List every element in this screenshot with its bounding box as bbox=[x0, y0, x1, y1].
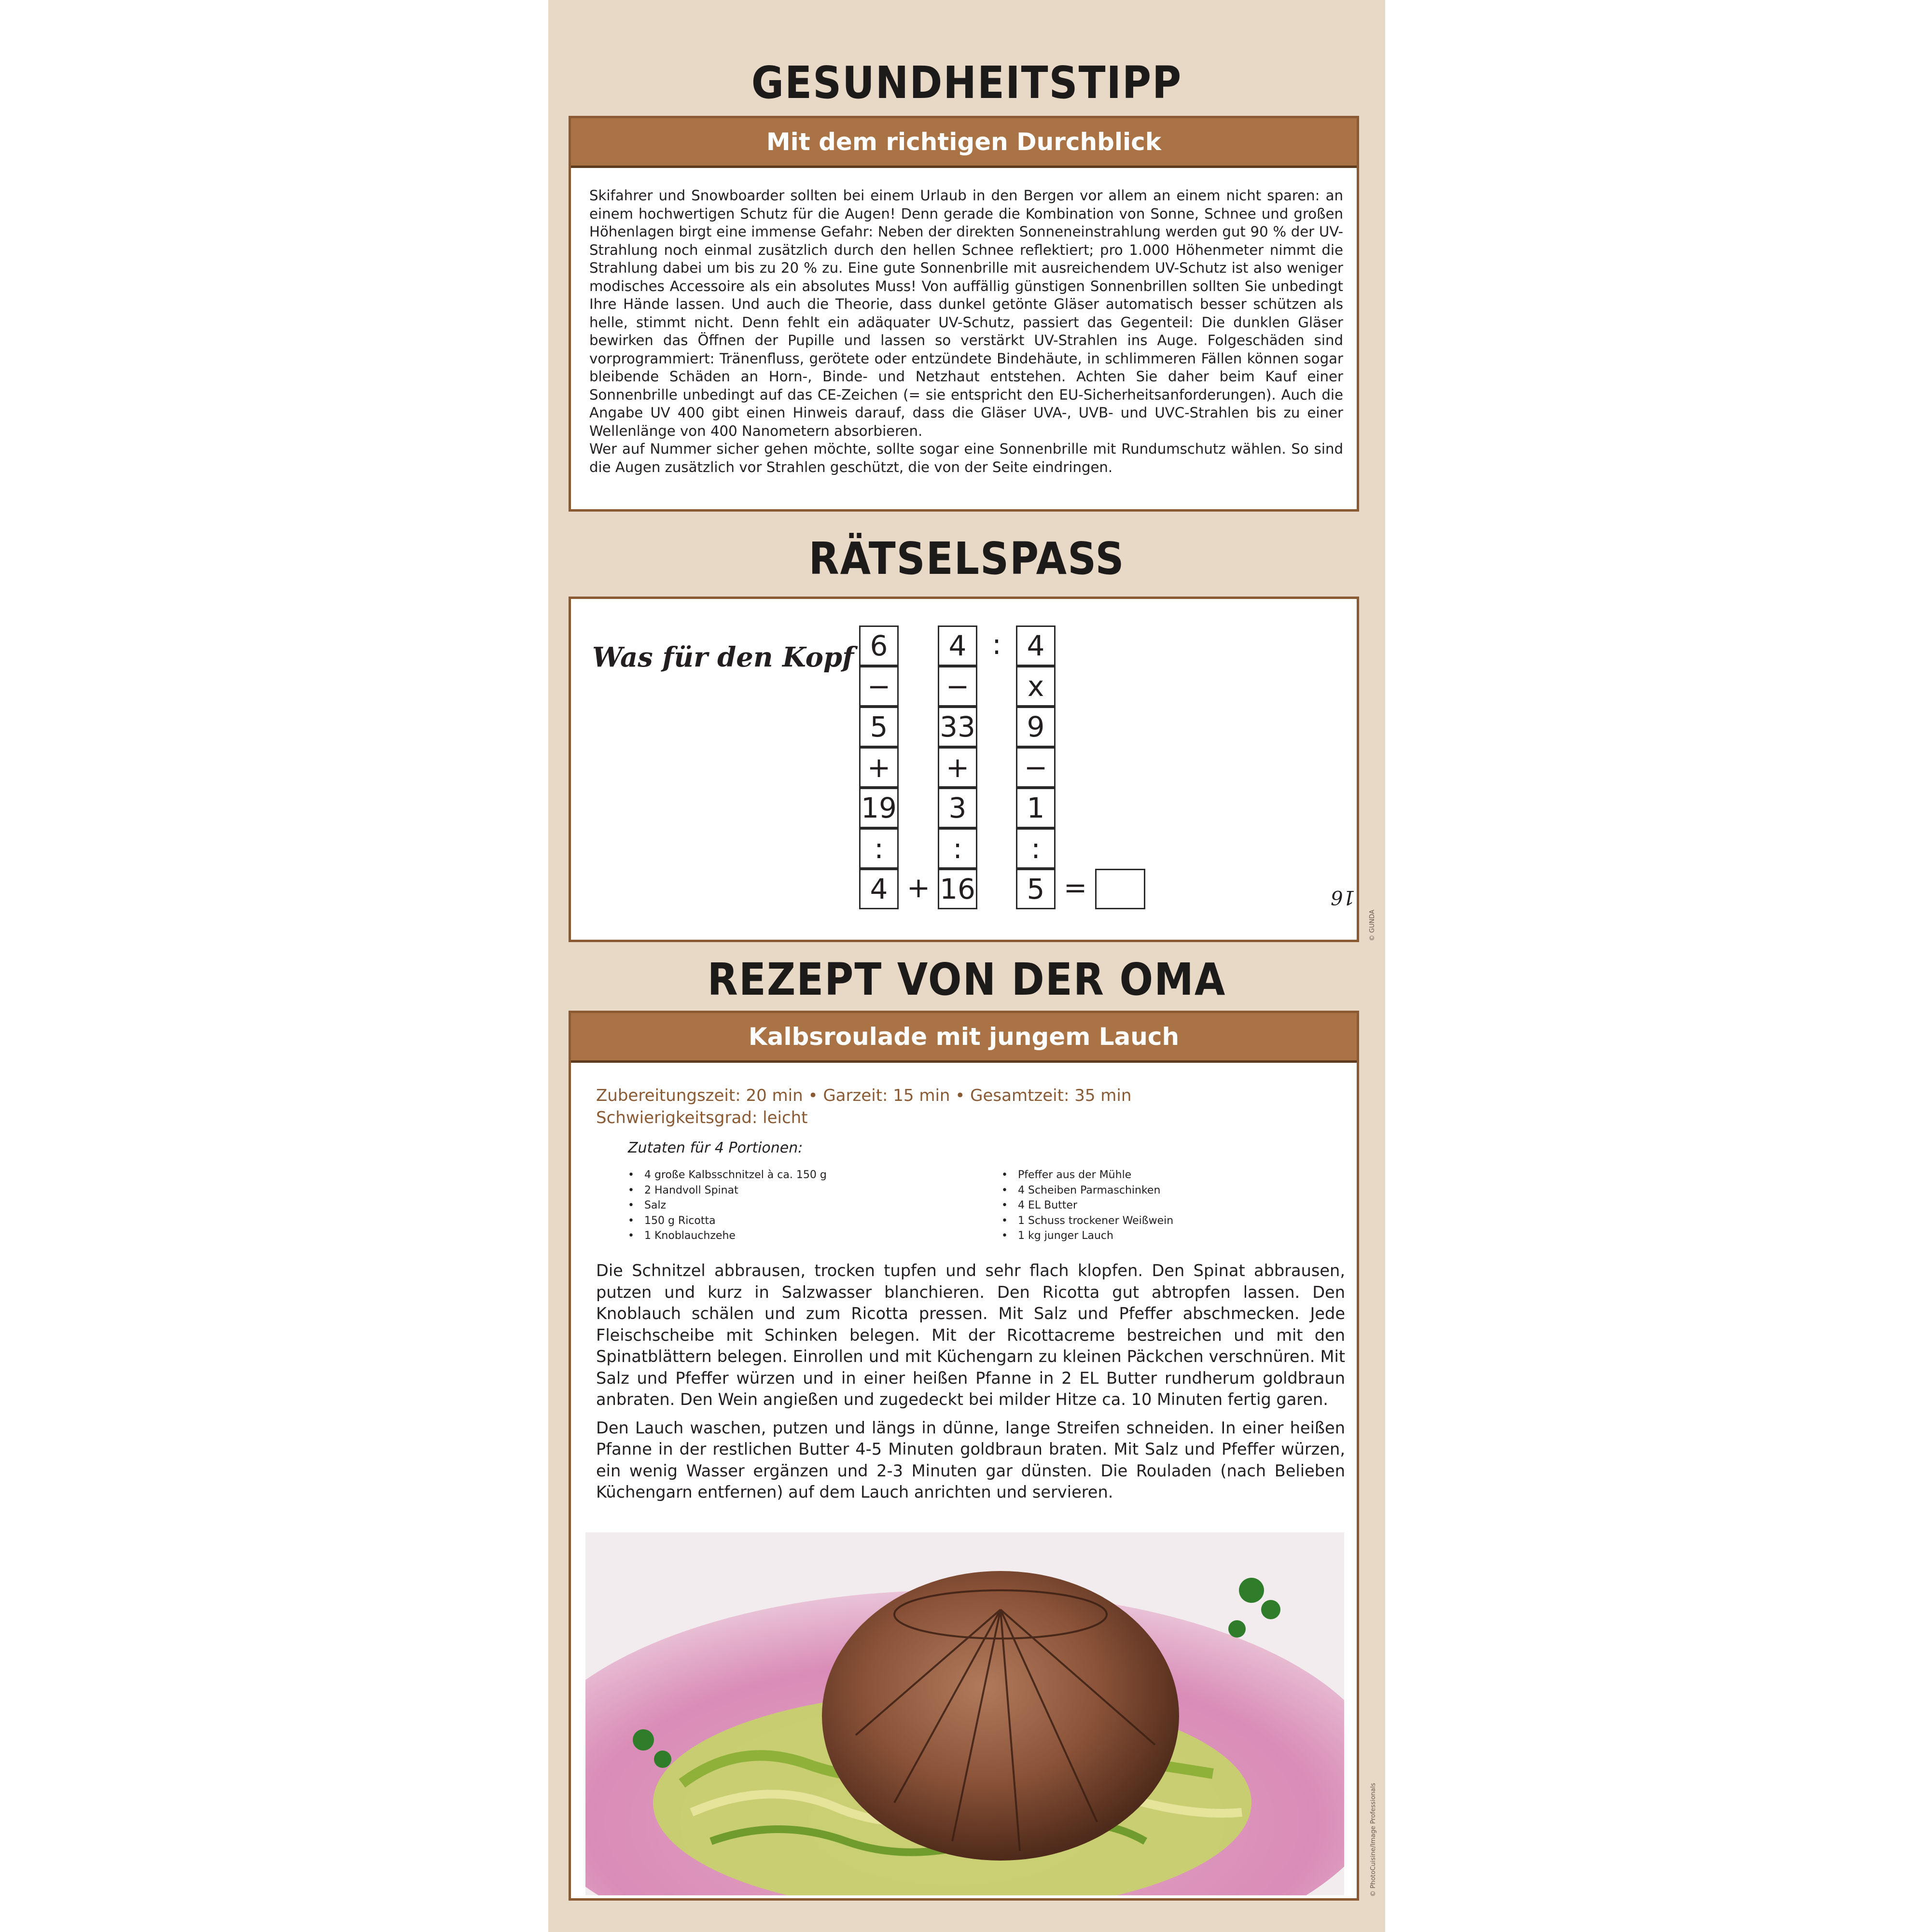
ingredient-item: • 1 kg junger Lauch bbox=[1001, 1228, 1173, 1244]
health-tip-paragraph: Skifahrer und Snowboarder sollten bei einem Urlaub in den Bergen vor allem an einem nicht sparen: an einem hochwertigen Schutz für die Augen! Denn gerade die Kombination von Sonne, Schnee und großen Höhenlagen birgt eine immense Gefahr: Neben der direkten Sonneneinstrahlung werden gut 90 % der UV-Strahlung noch einmal zusätzlich durch den hellen Schnee reflektiert; pro 1.000 Höhenmeter nimmt die Strahlung dabei um bis zu 20 % zu. Eine gute Sonnenbrille mit ausreichendem UV-Schutz ist also weniger modisches Accessoire als ein absolutes Muss! Von auffällig günstigen Sonnenbrillen sollten Sie unbedingt Ihre Hände lassen. Und auch die Theorie, dass dunkel getönte Gläser automatisch besser schützen als helle, stimmt nicht. Denn fehlt ein adäquater UV-Schutz, passiert das Gegenteil: Die dunklen Gläser bewirken das Öffnen der Pupille und lassen so verstärkt UV-Strahlen ins Auge. Folgeschäden sind vorprogrammiert: Tränenfluss, gerötete oder entzündete Bindehäute, in schlimmeren Fällen können sogar bleibende Schäden an Horn-, Binde- und Netzhaut entstehen. Achten Sie daher beim Kauf einer Sonnenbrille unbedingt auf das CE-Zeichen (= sie entspricht den EU-Sicherheitsanforderungen). Auch die Angabe UV 400 gibt einen Hinweis darauf, dass die Gläser UVA-, UVB- und UVC-Strahlen bis zu einer Wellenlänge von 400 Nanometern absorbieren. bbox=[589, 187, 1343, 439]
puzzle-cell: − bbox=[938, 666, 977, 707]
puzzle-answer-box bbox=[1095, 869, 1145, 909]
puzzle-cell: + bbox=[938, 747, 977, 788]
ingredients-list-left bbox=[628, 1168, 827, 1244]
health-tip-box bbox=[569, 116, 1359, 512]
number-puzzle-grid bbox=[571, 599, 1362, 946]
veal-roulade-photo-illustration bbox=[585, 1532, 1344, 1895]
ingredient-item: • 4 große Kalbsschnitzel à ca. 150 g bbox=[628, 1168, 827, 1183]
ingredient-item: • Salz bbox=[628, 1198, 827, 1213]
puzzle-operator: + bbox=[906, 871, 931, 904]
recipe-difficulty: Schwierigkeitsgrad: leicht bbox=[596, 1108, 808, 1127]
recipe-photo bbox=[585, 1532, 1344, 1895]
ingredient-item: • Pfeffer aus der Mühle bbox=[1001, 1168, 1173, 1183]
puzzle-cell: − bbox=[1016, 747, 1056, 788]
health-section-title: GESUNDHEITSTIPP bbox=[751, 57, 1182, 109]
recipe-section-title: REZEPT VON DER OMA bbox=[707, 954, 1226, 1006]
puzzle-cell: 4 bbox=[1016, 625, 1056, 666]
ingredient-item: • 2 Handvoll Spinat bbox=[628, 1183, 827, 1198]
recipe-step: Den Lauch waschen, putzen und längs in dünne, lange Streifen schneiden. In einer heißen Pfanne in der restlichen Butter 4-5 Minuten goldbraun braten. Mit Salz und Pfeffer würzen, ein wenig Wasser ergänzen und 2-3 Minuten gar dünsten. Die Rouladen (nach Belieben Küchengarn entfernen) auf dem Lauch anrichten und servieren. bbox=[596, 1418, 1345, 1501]
photo-credit: © PhotoCuisine/Image Professionals bbox=[1370, 1783, 1377, 1897]
puzzle-cell: x bbox=[1016, 666, 1056, 707]
puzzle-box bbox=[569, 597, 1359, 942]
recipe-header: Kalbsroulade mit jungem Lauch bbox=[571, 1013, 1357, 1063]
puzzle-credit: © GUNDA bbox=[1369, 909, 1376, 941]
ingredients-heading: Zutaten für 4 Portionen: bbox=[628, 1140, 803, 1156]
puzzle-cell: 33 bbox=[938, 707, 977, 747]
recipe-instructions bbox=[596, 1260, 1345, 1510]
puzzle-cell: : bbox=[859, 828, 899, 869]
puzzle-cell: : bbox=[1016, 828, 1056, 869]
puzzle-cell: 19 bbox=[859, 788, 899, 828]
recipe-step: Die Schnitzel abbrausen, trocken tupfen und sehr flach klopfen. Den Spinat abbrausen, putzen und kurz in Salzwasser blanchieren. Den Ricotta gut abtropfen lassen. Den Knoblauch schälen und zum Ricotta pressen. Mit Salz und Pfeffer abschmecken. Jede Fleischscheibe mit Schinken belegen. Mit der Ricottacreme bestreichen und mit den Spinatblättern belegen. Einrollen und mit Küchengarn zu kleinen Päckchen verschnüren. Mit Salz und Pfeffer würzen und in einer heißen Pfanne in 2 EL Butter rundherum goldbraun anbraten. Den Wein angießen und zugedeckt bei milder Hitze ca. 10 Minuten fertig garen. bbox=[596, 1261, 1345, 1409]
recipe-times: Zubereitungszeit: 20 min • Garzeit: 15 min • Gesamtzeit: 35 min bbox=[596, 1086, 1132, 1105]
puzzle-cell: − bbox=[859, 666, 899, 707]
puzzle-cell: 5 bbox=[859, 707, 899, 747]
health-tip-paragraph: Wer auf Nummer sicher gehen möchte, sollte sogar eine Sonnenbrille mit Rundumschutz wählen. So sind die Augen zusätzlich vor Strahlen geschützt, die von der Seite eindringen. bbox=[589, 441, 1343, 475]
recipe-meta bbox=[596, 1084, 1131, 1129]
puzzle-cell: 5 bbox=[1016, 869, 1056, 909]
puzzle-operator: = bbox=[1063, 871, 1087, 904]
ingredient-item: • 150 g Ricotta bbox=[628, 1213, 827, 1229]
recipe-box bbox=[569, 1011, 1359, 1901]
puzzle-cell: 3 bbox=[938, 788, 977, 828]
puzzle-cell: 9 bbox=[1016, 707, 1056, 747]
puzzle-operator: : bbox=[992, 628, 1001, 661]
puzzle-section-title: RÄTSELSPASS bbox=[808, 533, 1125, 585]
health-tip-header: Mit dem richtigen Durchblick bbox=[571, 118, 1357, 168]
puzzle-answer-upside-down: 16 bbox=[1331, 886, 1355, 908]
puzzle-cell: + bbox=[859, 747, 899, 788]
puzzle-cell: 6 bbox=[859, 625, 899, 666]
ingredient-item: • 1 Schuss trockener Weißwein bbox=[1001, 1213, 1173, 1229]
puzzle-cell: 1 bbox=[1016, 788, 1056, 828]
ingredients-list-right bbox=[1001, 1168, 1173, 1244]
puzzle-cell: : bbox=[938, 828, 977, 869]
puzzle-label: Was für den Kopf bbox=[592, 641, 854, 673]
puzzle-cell: 4 bbox=[938, 625, 977, 666]
health-tip-text bbox=[589, 187, 1343, 476]
page-strip bbox=[548, 0, 1385, 1932]
ingredient-item: • 1 Knoblauchzehe bbox=[628, 1228, 827, 1244]
puzzle-cell: 4 bbox=[859, 869, 899, 909]
ingredient-item: • 4 EL Butter bbox=[1001, 1198, 1173, 1213]
ingredient-item: • 4 Scheiben Parmaschinken bbox=[1001, 1183, 1173, 1198]
puzzle-cell: 16 bbox=[938, 869, 977, 909]
